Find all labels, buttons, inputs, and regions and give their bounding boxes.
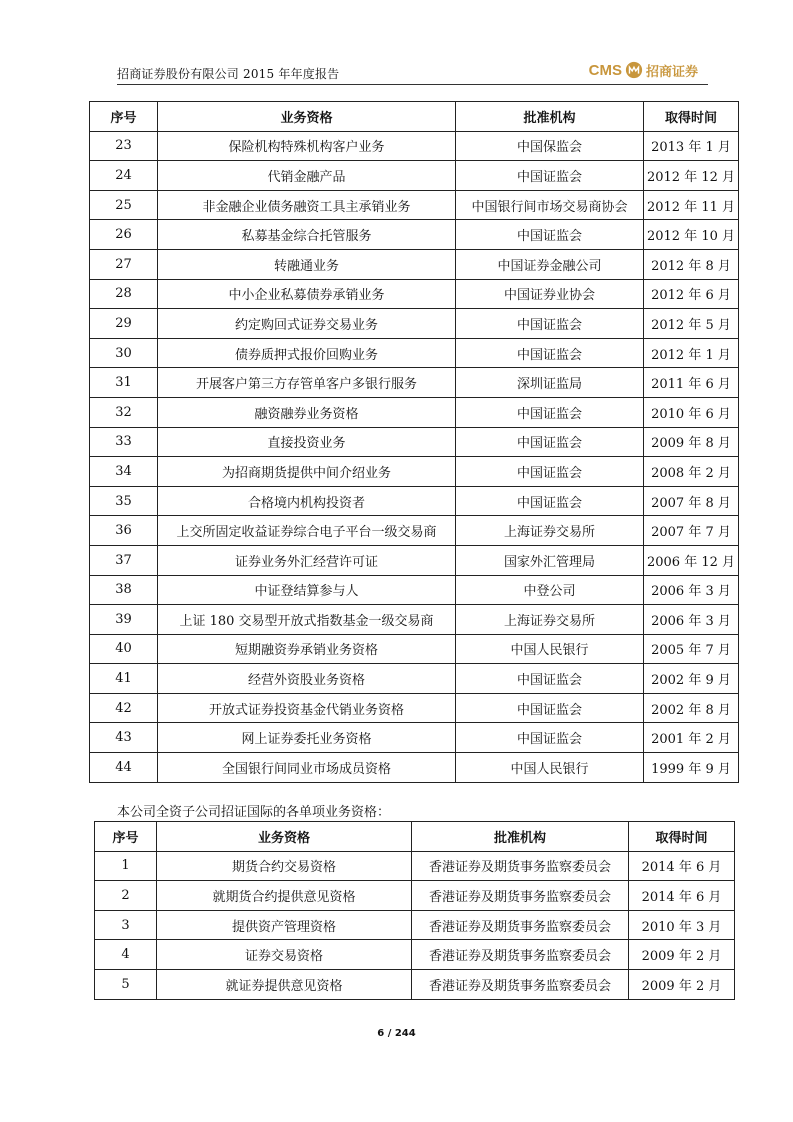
table-row: [90, 575, 739, 605]
table-row: [90, 161, 739, 191]
subsidiary-qualifications-table: [94, 821, 735, 1000]
cell-qualification: 代销金融产品: [158, 161, 456, 191]
cell-date: 2005 年 7 月: [644, 634, 739, 664]
cell-index: 26: [90, 220, 158, 250]
cell-date: 2014 年 6 月: [629, 881, 735, 911]
table-row: [95, 969, 735, 999]
cell-qualification: 非金融企业债务融资工具主承销业务: [158, 190, 456, 220]
cell-index: 27: [90, 249, 158, 279]
cell-date: 2012 年 6 月: [644, 279, 739, 309]
table-row: [90, 338, 739, 368]
cell-index: 28: [90, 279, 158, 309]
table-row: [90, 723, 739, 753]
cell-authority: 中国证监会: [456, 220, 644, 250]
cell-qualification: 保险机构特殊机构客户业务: [158, 131, 456, 161]
cell-authority: 香港证券及期货事务监察委员会: [412, 969, 629, 999]
cell-date: 2012 年 1 月: [644, 338, 739, 368]
cell-date: 2012 年 10 月: [644, 220, 739, 250]
cell-qualification: 合格境内机构投资者: [158, 486, 456, 516]
cell-qualification: 私募基金综合托管服务: [158, 220, 456, 250]
cell-index: 23: [90, 131, 158, 161]
company-report-title: 招商证券股份有限公司 2015 年年度报告: [117, 67, 340, 81]
cell-date: 2008 年 2 月: [644, 457, 739, 487]
cell-qualification: 直接投资业务: [158, 427, 456, 457]
cell-authority: 中国银行间市场交易商协会: [456, 190, 644, 220]
table-header-row: [90, 102, 739, 132]
cell-authority: 中国证券业协会: [456, 279, 644, 309]
cell-date: 2014 年 6 月: [629, 851, 735, 881]
cell-qualification: 全国银行间同业市场成员资格: [158, 753, 456, 783]
cell-index: 5: [95, 969, 157, 999]
cell-qualification: 债券质押式报价回购业务: [158, 338, 456, 368]
cell-qualification: 上证 180 交易型开放式指数基金一级交易商: [158, 605, 456, 635]
cell-date: 2007 年 8 月: [644, 486, 739, 516]
cell-authority: 中国证监会: [456, 161, 644, 191]
table-row: [90, 457, 739, 487]
cell-qualification: 就期货合约提供意见资格: [157, 881, 412, 911]
cell-qualification: 短期融资券承销业务资格: [158, 634, 456, 664]
col-header-authority: 批准机构: [456, 102, 644, 132]
cell-index: 43: [90, 723, 158, 753]
qualifications-table: [89, 101, 739, 783]
cell-index: 40: [90, 634, 158, 664]
table-row: [90, 249, 739, 279]
cell-index: 37: [90, 545, 158, 575]
cell-date: 2002 年 9 月: [644, 664, 739, 694]
cell-qualification: 期货合约交易资格: [157, 851, 412, 881]
cell-authority: 中国证监会: [456, 427, 644, 457]
cell-qualification: 经营外资股业务资格: [158, 664, 456, 694]
cell-index: 41: [90, 664, 158, 694]
table-row: [90, 279, 739, 309]
table-row: [95, 940, 735, 970]
cell-qualification: 证券业务外汇经营许可证: [158, 545, 456, 575]
table-row: [90, 545, 739, 575]
table-header-row: [95, 822, 735, 852]
cell-index: 35: [90, 486, 158, 516]
col-header-index: 序号: [95, 822, 157, 852]
cell-date: 2009 年 2 月: [629, 969, 735, 999]
cell-index: 38: [90, 575, 158, 605]
cell-index: 2: [95, 881, 157, 911]
cell-authority: 深圳证监局: [456, 368, 644, 398]
cell-qualification: 提供资产管理资格: [157, 910, 412, 940]
col-header-date: 取得时间: [629, 822, 735, 852]
cell-qualification: 开放式证券投资基金代销业务资格: [158, 693, 456, 723]
cell-date: 2001 年 2 月: [644, 723, 739, 753]
table-row: [90, 309, 739, 339]
cell-index: 44: [90, 753, 158, 783]
table-row: [90, 605, 739, 635]
cell-qualification: 为招商期货提供中间介绍业务: [158, 457, 456, 487]
table-row: [90, 634, 739, 664]
table-row: [95, 851, 735, 881]
cell-authority: 中国保监会: [456, 131, 644, 161]
page-header: [117, 60, 708, 85]
table-row: [90, 368, 739, 398]
cell-date: 2013 年 1 月: [644, 131, 739, 161]
table-row: [90, 664, 739, 694]
cell-date: 2012 年 11 月: [644, 190, 739, 220]
subsidiary-intro: 本公司全资子公司招证国际的各单项业务资格：: [117, 805, 391, 820]
cell-authority: 中国证监会: [456, 486, 644, 516]
col-header-qualification: 业务资格: [157, 822, 412, 852]
cell-date: 2011 年 6 月: [644, 368, 739, 398]
page-number: 6 / 244: [377, 1028, 416, 1039]
cell-date: 2010 年 6 月: [644, 397, 739, 427]
table-row: [90, 220, 739, 250]
cell-authority: 上海证券交易所: [456, 605, 644, 635]
cell-authority: 中国人民银行: [456, 753, 644, 783]
cell-index: 33: [90, 427, 158, 457]
cell-qualification: 网上证券委托业务资格: [158, 723, 456, 753]
cell-date: 2012 年 5 月: [644, 309, 739, 339]
cell-date: 2006 年 12 月: [644, 545, 739, 575]
col-header-index: 序号: [90, 102, 158, 132]
logo-emblem-icon: [625, 61, 643, 79]
logo-chinese-name: 招商证券: [645, 64, 698, 80]
cell-index: 3: [95, 910, 157, 940]
cell-authority: 中国证监会: [456, 723, 644, 753]
cell-authority: 香港证券及期货事务监察委员会: [412, 940, 629, 970]
col-header-qualification: 业务资格: [158, 102, 456, 132]
cell-index: 36: [90, 516, 158, 546]
cell-qualification: 中小企业私募债券承销业务: [158, 279, 456, 309]
cell-authority: 上海证券交易所: [456, 516, 644, 546]
cell-qualification: 上交所固定收益证券综合电子平台一级交易商: [158, 516, 456, 546]
cell-qualification: 转融通业务: [158, 249, 456, 279]
cell-authority: 中国证监会: [456, 693, 644, 723]
cell-authority: 香港证券及期货事务监察委员会: [412, 881, 629, 911]
cell-qualification: 证券交易资格: [157, 940, 412, 970]
col-header-date: 取得时间: [644, 102, 739, 132]
cell-index: 30: [90, 338, 158, 368]
cell-authority: 中国证券金融公司: [456, 249, 644, 279]
cell-qualification: 就证券提供意见资格: [157, 969, 412, 999]
cell-index: 29: [90, 309, 158, 339]
table-row: [90, 693, 739, 723]
cell-authority: 中国证监会: [456, 338, 644, 368]
cell-date: 2012 年 12 月: [644, 161, 739, 191]
table-row: [95, 881, 735, 911]
col-header-authority: 批准机构: [412, 822, 629, 852]
table-row: [90, 753, 739, 783]
cell-date: 2002 年 8 月: [644, 693, 739, 723]
cell-qualification: 约定购回式证券交易业务: [158, 309, 456, 339]
cell-authority: 中国证监会: [456, 397, 644, 427]
cell-index: 25: [90, 190, 158, 220]
cell-date: 2006 年 3 月: [644, 605, 739, 635]
cell-index: 1: [95, 851, 157, 881]
table-row: [90, 427, 739, 457]
cell-index: 34: [90, 457, 158, 487]
cell-index: 32: [90, 397, 158, 427]
cell-date: 2009 年 2 月: [629, 940, 735, 970]
cell-date: 2009 年 8 月: [644, 427, 739, 457]
cell-authority: 中国人民银行: [456, 634, 644, 664]
logo-text: CMS: [588, 61, 622, 79]
cell-qualification: 开展客户第三方存管单客户多银行服务: [158, 368, 456, 398]
cell-authority: 中登公司: [456, 575, 644, 605]
cell-index: 24: [90, 161, 158, 191]
table-row: [90, 486, 739, 516]
table-row: [90, 516, 739, 546]
cell-index: 31: [90, 368, 158, 398]
table-row: [90, 190, 739, 220]
cell-qualification: 中证登结算参与人: [158, 575, 456, 605]
cell-date: 2010 年 3 月: [629, 910, 735, 940]
table-row: [90, 397, 739, 427]
cell-date: 1999 年 9 月: [644, 753, 739, 783]
company-logo: [589, 60, 698, 80]
table-row: [95, 910, 735, 940]
cell-authority: 香港证券及期货事务监察委员会: [412, 910, 629, 940]
cell-index: 4: [95, 940, 157, 970]
cell-authority: 中国证监会: [456, 457, 644, 487]
cell-index: 39: [90, 605, 158, 635]
cell-authority: 中国证监会: [456, 664, 644, 694]
cell-authority: 香港证券及期货事务监察委员会: [412, 851, 629, 881]
cell-date: 2007 年 7 月: [644, 516, 739, 546]
cell-authority: 中国证监会: [456, 309, 644, 339]
cell-date: 2012 年 8 月: [644, 249, 739, 279]
cell-qualification: 融资融券业务资格: [158, 397, 456, 427]
cell-index: 42: [90, 693, 158, 723]
table-row: [90, 131, 739, 161]
cell-date: 2006 年 3 月: [644, 575, 739, 605]
cell-authority: 国家外汇管理局: [456, 545, 644, 575]
